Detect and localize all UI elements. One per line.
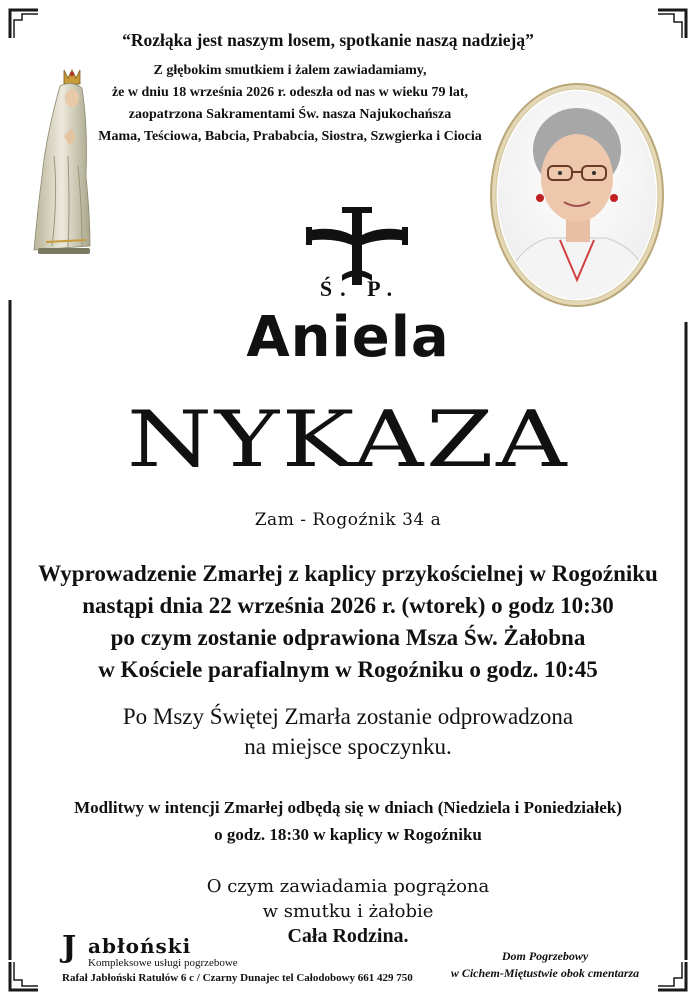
funeral-home-contact: Rafał Jabłoński Ratułów 6 c / Czarny Dunajec tel Całodobowy 661 429 750 (62, 972, 413, 984)
intro-line: zaopatrzona Sakramentami Św. nasza Najukochańsza (128, 107, 452, 122)
deceased-last-name: NYKAZA (126, 395, 570, 485)
intro-text (95, 60, 485, 148)
intro-line: Mama, Teściowa, Babcia, Prababcia, Siostra, Szwgierka i Ciocia (98, 129, 482, 144)
prayer-line: Modlitwy w intencji Zmarłej odbędą się w dniach (Niedziela i Poniedziałek) (74, 798, 622, 817)
deceased-address: Zam - Rogoźnik 34 a (254, 510, 442, 530)
family-signature: Cała Rodzina. (287, 925, 409, 947)
burial-line: Po Mszy Świętej Zmarła zostanie odprowadzona (122, 704, 574, 729)
announcement-line: po czym zostanie odprawiona Msza Św. Żałobna (110, 625, 586, 650)
prayer-info (0, 794, 696, 848)
burial-info (0, 702, 696, 762)
home-line: Dom Pogrzebowy (501, 949, 589, 963)
portrait-photo (488, 80, 666, 310)
funeral-home-subtitle: Kompleksowe usługi pogrzebowe (88, 957, 238, 969)
notice-line: O czym zawiadamia pogrążona (206, 876, 490, 897)
deceased-first-name: Aniela (246, 305, 450, 370)
funeral-announcement (0, 558, 696, 686)
announcement-line: w Kościele parafialnym w Rogoźniku o godz. 10:45 (98, 657, 598, 682)
funeral-home-logo-initial: J (62, 930, 77, 965)
funeral-home-logo-name: abłoński (88, 934, 192, 958)
funeral-home-location (440, 948, 650, 982)
sp-abbreviation: Ś. P. (319, 276, 401, 301)
announcement-line: Wyprowadzenie Zmarłej z kaplicy przykościelnej w Rogoźniku (38, 561, 658, 586)
intro-line: Z głębokim smutkiem i żalem zawiadamiamy, (153, 63, 427, 78)
madonna-statue-image (24, 66, 94, 256)
motto-quote: “Rozłąka jest naszym losem, spotkanie naszą nadzieją” (122, 30, 534, 50)
burial-line: na miejsce spoczynku. (244, 734, 452, 759)
home-line: w Cichem-Miętustwie obok cmentarza (450, 966, 640, 980)
prayer-line: o godz. 18:30 w kaplicy w Rogoźniku (214, 825, 482, 844)
intro-line: że w dniu 18 września 2026 r. odeszła od nas w wieku 79 lat, (111, 85, 469, 100)
cross-icon (302, 205, 412, 285)
announcement-line: nastąpi dnia 22 września 2026 r. (wtorek) o godz 10:30 (82, 593, 614, 618)
notice-line: w smutku i żałobie (262, 901, 434, 922)
